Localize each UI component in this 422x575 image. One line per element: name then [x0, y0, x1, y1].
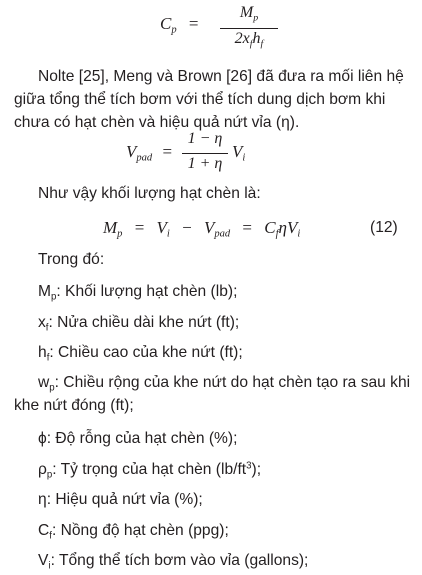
- para1-line2: giữa tổng thể tích bơm với thể tích dung dịch bơm khi: [14, 91, 386, 108]
- definition-item: η: Hiệu quả nứt vỉa (%);: [38, 491, 203, 508]
- where-label: Trong đó:: [38, 251, 105, 268]
- para1-line1: Nolte [25], Meng và Brown [26] đã đưa ra mối liên hệ: [38, 68, 404, 85]
- eq-vpad-lhs: V: [126, 142, 137, 161]
- eq-cp-numerator: $M_p$: [239, 4, 259, 24]
- para1-line3: chưa có hạt chèn và hiệu quả nứt vỉa (η).: [14, 114, 300, 131]
- eq-cp-equals: =: [188, 14, 199, 33]
- eq-vpad-rhs-sub: i: [242, 152, 246, 164]
- definition-item: $x_f$: Nửa chiều dài khe nứt (ft);: [38, 314, 240, 334]
- eq-vpad-fraction-bar: [182, 153, 228, 154]
- definition-item: $w_p$: Chiều rộng của khe nứt do hạt chèn tạo ra sau khi: [38, 374, 411, 394]
- eq-vpad-equals: =: [162, 142, 173, 161]
- eq-cp-fraction-bar: [220, 28, 278, 29]
- definition-item: $C_f$: Nồng độ hạt chèn (ppg);: [38, 522, 229, 542]
- eq-cp-denominator: $2x_fh_f$: [234, 30, 264, 50]
- definition-item: $M_p$: Khối lượng hạt chèn (lb);: [38, 283, 238, 303]
- equation-number: (12): [370, 219, 398, 236]
- definition-item: $\rho_p$: Tỷ trọng của hạt chèn $(lb/ft^3)$;: [38, 460, 262, 481]
- eq-vpad-lhs-sub: pad: [136, 152, 153, 164]
- paragraph-proppant-mass: Như vậy khối lượng hạt chèn là:: [38, 185, 261, 202]
- definition-item-continuation: khe nứt đóng (ft);: [14, 397, 134, 414]
- eq-vpad-denominator: 1 + η: [187, 155, 223, 172]
- definition-item: $V_i$: Tổng thể tích bơm vào vỉa (gallons);: [38, 552, 309, 572]
- definition-item: ϕ: Độ rỗng của hạt chèn (%);: [38, 430, 238, 447]
- eq-cp-lhs-sub: p: [171, 24, 177, 36]
- eq-cp-lhs: C: [160, 14, 172, 33]
- eq-vpad-numerator: 1 − η: [187, 130, 223, 147]
- eq-vpad-rhs: V: [232, 142, 243, 161]
- definition-item: $h_f$: Chiều cao của khe nứt (ft);: [38, 344, 243, 364]
